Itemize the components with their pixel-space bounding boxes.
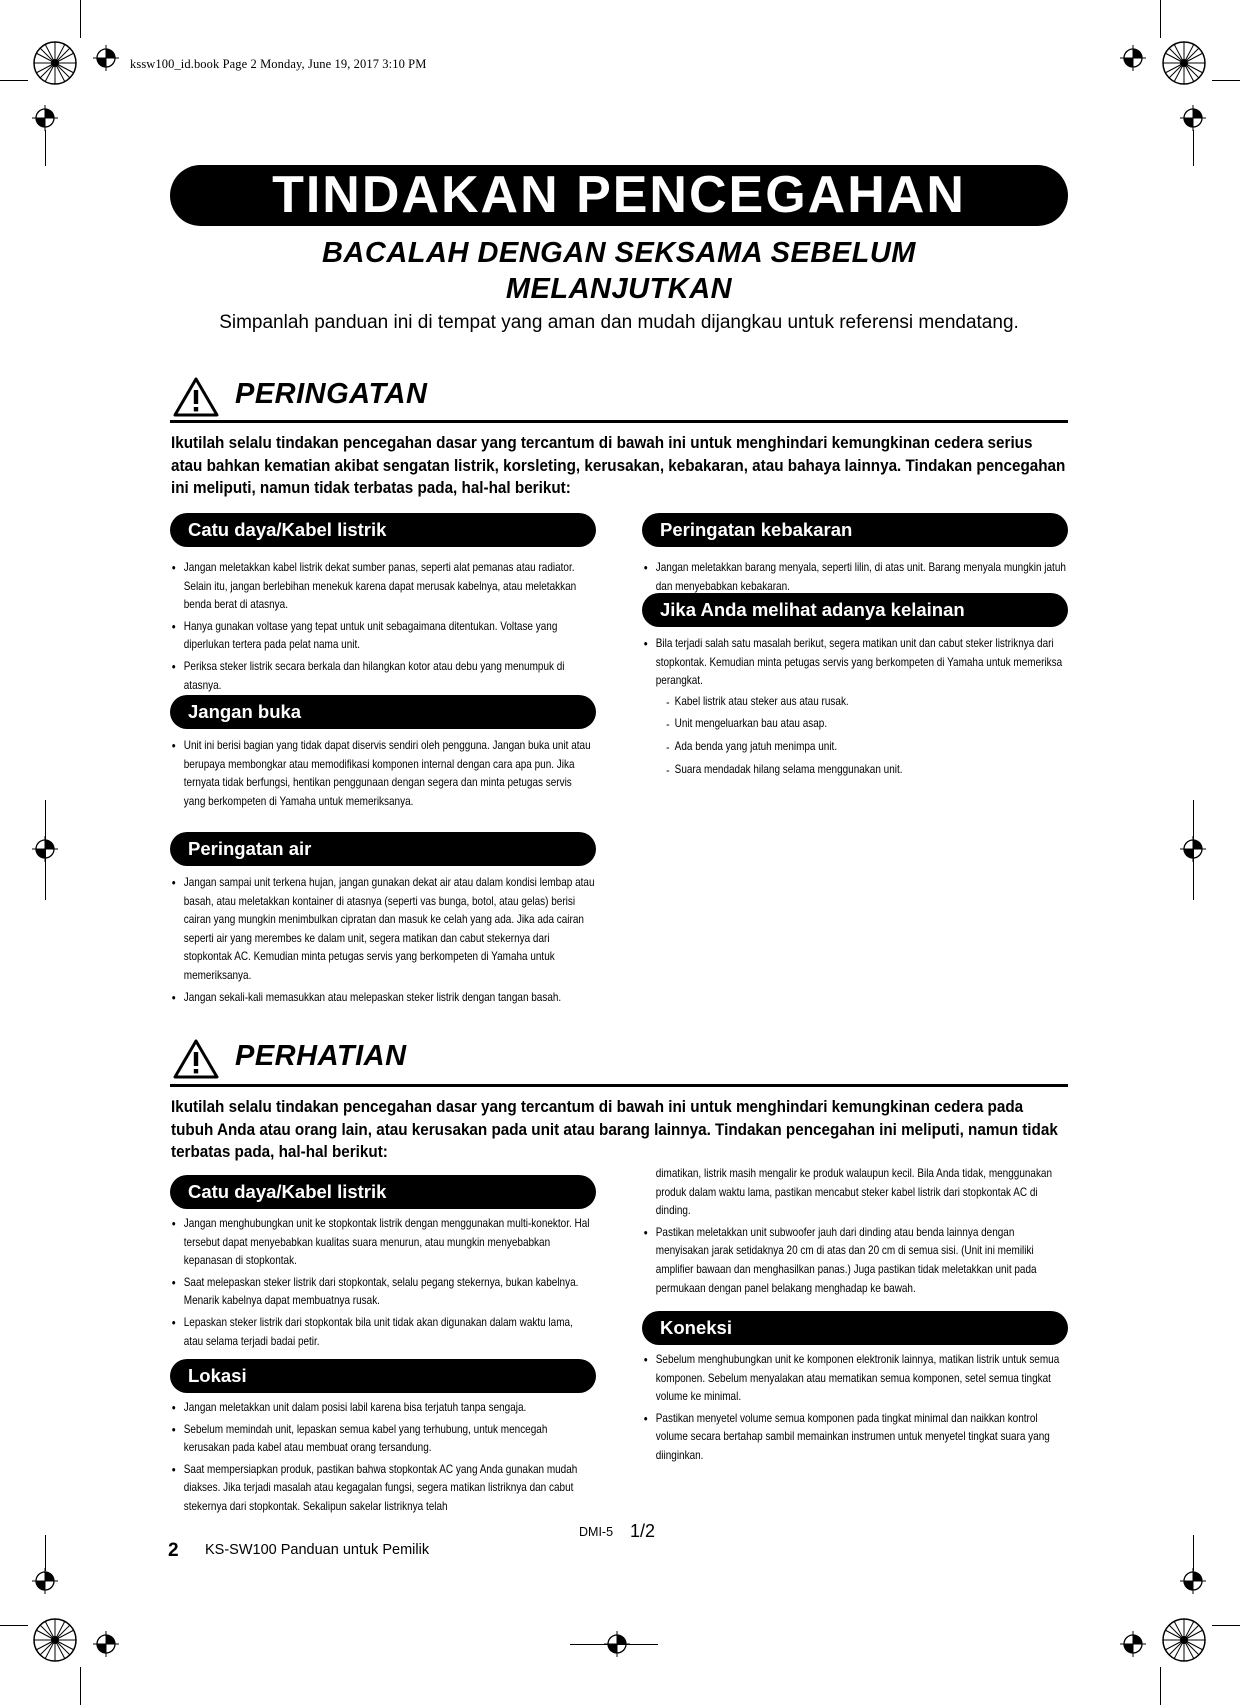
crop-line (45, 800, 46, 900)
section-label-location: Lokasi (170, 1359, 596, 1393)
crop-line (1160, 1667, 1161, 1705)
crop-line (80, 0, 81, 38)
page-title: TINDAKAN PENCEGAHAN (170, 165, 1068, 226)
crosshair-mark (1120, 1631, 1146, 1657)
list-item: • Lepaskan steker listrik dari stopkontak bila unit tidak akan digunakan dalam waktu lama, atau selama terjadi badai petir. (170, 1314, 595, 1351)
power-list (170, 1215, 595, 1351)
warning-left-column (170, 513, 596, 698)
list-item: • Pastikan meletakkan unit subwoofer jauh dari dinding atau benda lainnya dengan menyisakan jarak setidaknya 20 cm di atas dan 20 cm di semua sisi. (Unit ini memiliki amplifier bawaan dan menghasilkan panas.) Juga pastikan tidak meletakkan unit pada permukaan dengan panel belakang menghadap ke bawah. (642, 1224, 1067, 1298)
sub-list-item: - Unit mengeluarkan bau atau asap. (666, 715, 1067, 734)
connection-list (642, 1351, 1067, 1466)
crop-line (1193, 130, 1194, 166)
section-label-power: Catu daya/Kabel listrik (170, 1175, 596, 1209)
warning-right-column (642, 513, 1068, 599)
sub-list (666, 693, 1067, 779)
open-list (170, 737, 595, 811)
list-item: • Jangan meletakkan unit dalam posisi labil karena bisa terjatuh tanpa sengaja. (170, 1399, 595, 1418)
fire-list (642, 559, 1067, 596)
crop-line (1212, 1625, 1240, 1626)
crop-line (45, 130, 46, 166)
caution-heading (170, 1036, 1068, 1086)
list-item: • Jangan meletakkan kabel listrik dekat sumber panas, seperti alat pemanas atau radiator. Selain itu, jangan berlebihan menekuk karena dapat merusak kabelnya, atau meletakkan benda berat di atasnya. (170, 559, 595, 615)
list-item: • Sebelum menghubungkan unit ke komponen elektronik lainnya, matikan listrik untuk semua komponen. Sebelum menyalakan atau mematikan semua komponen, setel semua tingkat volume ke minimal. (642, 1351, 1067, 1407)
crop-line (570, 1644, 658, 1645)
crop-line (0, 1625, 28, 1626)
caution-right-column (642, 1165, 1068, 1301)
warning-title: PERINGATAN (235, 378, 428, 410)
location-list (170, 1399, 595, 1517)
crosshair-mark (1180, 1568, 1206, 1594)
registration-rose-top-left (32, 40, 78, 86)
warning-left-column (170, 832, 596, 1010)
crop-line (1212, 80, 1240, 81)
crop-line (80, 1667, 81, 1705)
subtitle-line: MELANJUTKAN (505, 273, 733, 305)
warning-intro: Ikutilah selalu tindakan pencegahan dasar yang tercantum di bawah ini untuk menghindari kemungkinan cedera serius atau bahkan kematian akibat sengatan listrik, korsleting, kerusakan, kebakaran, atau bahaya lainnya. Tindakan pencegahan ini meliputi, namun tidak terbatas pada, hal-hal berikut: (171, 434, 1066, 497)
list-item: • Saat melepaskan steker listrik dari stopkontak, selalu pegang stekernya, bukan kabelnya. Menarik kabelnya dapat membuatnya rusak. (170, 1274, 595, 1311)
list-item-continued: dimatikan, listrik masih mengalir ke produk walaupun kecil. Bila Anda tidak, menggunakan produk dalam waktu lama, pastikan mencabut steker kabel listrik dari stopkontak AC di dinding. (655, 1167, 1053, 1218)
caution-left-column (170, 1359, 596, 1520)
registration-rose-bottom-left (32, 1617, 78, 1663)
location-list-continued (642, 1165, 1067, 1298)
water-list (170, 874, 595, 1007)
registration-rose-bottom-right (1161, 1617, 1207, 1663)
document-page-of: 1/2 (630, 1521, 656, 1541)
crop-line (1193, 1535, 1194, 1571)
list-item (642, 635, 1067, 779)
list-item: • Jangan meletakkan barang menyala, seperti lilin, di atas unit. Barang menyala mungkin jatuh dan menyebabkan kebakaran. (642, 559, 1067, 596)
section-label-water: Peringatan air (170, 832, 596, 866)
page-number: 2 (168, 1540, 179, 1561)
sub-list-item: - Ada benda yang jatuh menimpa unit. (666, 738, 1067, 757)
warning-triangle-icon (172, 376, 220, 418)
crop-line (1160, 0, 1161, 38)
list-item: • Jangan sekali-kali memasukkan atau melepaskan steker listrik dengan tangan basah. (170, 989, 595, 1008)
divider (170, 420, 1068, 423)
warning-right-column (642, 593, 1068, 783)
warning-heading (170, 374, 1068, 424)
manual-title: KS-SW100 Panduan untuk Pemilik (205, 1542, 430, 1558)
warning-left-column (170, 695, 596, 814)
section-label-power: Catu daya/Kabel listrik (170, 513, 596, 547)
crop-line (0, 80, 28, 81)
power-list (170, 559, 595, 695)
section-label-fire: Peringatan kebakaran (642, 513, 1068, 547)
sub-list-item: - Suara mendadak hilang selama menggunakan unit. (666, 761, 1067, 780)
section-label-open: Jangan buka (170, 695, 596, 729)
divider (170, 1084, 1068, 1087)
list-item: • Pastikan menyetel volume semua komponen pada tingkat minimal dan naikkan kontrol volume secara bertahap sambil memainkan instrumen untuk menyetel tingkat suara yang diinginkan. (642, 1410, 1067, 1466)
crosshair-mark (93, 45, 119, 71)
list-item: • Periksa steker listrik secara berkala dan hilangkan kotor atau debu yang menumpuk di atasnya. (170, 658, 595, 695)
crop-line (1193, 800, 1194, 900)
caution-title: PERHATIAN (235, 1040, 407, 1072)
crosshair-mark (1120, 45, 1146, 71)
crosshair-mark (1180, 105, 1206, 131)
list-item: • Jangan sampai unit terkena hujan, jangan gunakan dekat air atau dalam kondisi lembap atau basah, atau meletakkan kontainer di atasnya (seperti vas bunga, botol, atau gelas) berisi cairan yang mungkin menimbulkan cipratan dan masuk ke celah yang ada. Jika ada cairan seperti air yang merembes ke dalam unit, segera matikan dan cabut stekernya dari stopkontak AC. Kemudian minta petugas servis yang berkompeten di Yamaha untuk memeriksanya. (170, 874, 595, 986)
section-label-connection: Koneksi (642, 1311, 1068, 1345)
crosshair-mark (32, 1568, 58, 1594)
list-item: • Hanya gunakan voltase yang tepat untuk unit sebagaimana ditentukan. Voltase yang diperlukan tertera pada pelat nama unit. (170, 618, 595, 655)
sub-list-item: - Kabel listrik atau steker aus atau rusak. (666, 693, 1067, 712)
abnormal-list (642, 635, 1067, 779)
subtitle (170, 235, 1068, 307)
list-item: • Unit ini berisi bagian yang tidak dapat diservis sendiri oleh pengguna. Jangan buka unit atau berupaya membongkar atau memodifikasi komponen internal dengan cara apa pun. Jika ternyata tidak berfungsi, hentikan penggunaan dengan segera dan minta petugas servis yang berkompeten di Yamaha untuk memeriksanya. (170, 737, 595, 811)
registration-rose-top-right (1161, 40, 1207, 86)
keep-note: Simpanlah panduan ini di tempat yang aman dan mudah dijangkau untuk referensi mendatang. (219, 312, 1019, 333)
crosshair-mark (32, 105, 58, 131)
list-item-text: Bila terjadi salah satu masalah berikut, segera matikan unit dan cabut steker listriknya dari stopkontak. Kemudian minta petugas servis yang berkompeten di Yamaha untuk memeriksa perangkat. (655, 637, 1063, 688)
caution-triangle-icon (172, 1038, 220, 1080)
caution-intro: Ikutilah selalu tindakan pencegahan dasar yang tercantum di bawah ini untuk menghindari kemungkinan cedera pada tubuh Anda atau orang lain, atau kerusakan pada unit atau barang lainnya. Tindakan pencegahan ini meliputi, namun tidak terbatas pada, hal-hal berikut: (171, 1098, 1058, 1161)
subtitle-line: BACALAH DENGAN SEKSAMA SEBELUM (322, 237, 916, 269)
list-item: • Sebelum memindah unit, lepaskan semua kabel yang terhubung, untuk mencegah kerusakan pada kabel atau membuat orang tersandung. (170, 1421, 595, 1458)
list-item: • Jangan menghubungkan unit ke stopkontak listrik dengan menggunakan multi-konektor. Hal tersebut dapat menyebabkan kualitas suara menurun, atau mungkin menyebabkan kepanasan di stopkontak. (170, 1215, 595, 1271)
file-header: kssw100_id.book Page 2 Monday, June 19, 2017 3:10 PM (130, 57, 427, 71)
crosshair-mark (93, 1631, 119, 1657)
caution-right-column (642, 1311, 1068, 1469)
list-item: • Saat mempersiapkan produk, pastikan bahwa stopkontak AC yang Anda gunakan mudah diakses. Jika terjadi masalah atau kegagalan fungsi, segera matikan listriknya dan cabut stekernya dari stopkontak. Sekalipun sakelar listriknya telah (170, 1461, 595, 1517)
caution-left-column (170, 1175, 596, 1354)
section-label-abnormal: Jika Anda melihat adanya kelainan (642, 593, 1068, 627)
crop-line (45, 1535, 46, 1571)
document-code: DMI-5 (579, 1525, 614, 1539)
